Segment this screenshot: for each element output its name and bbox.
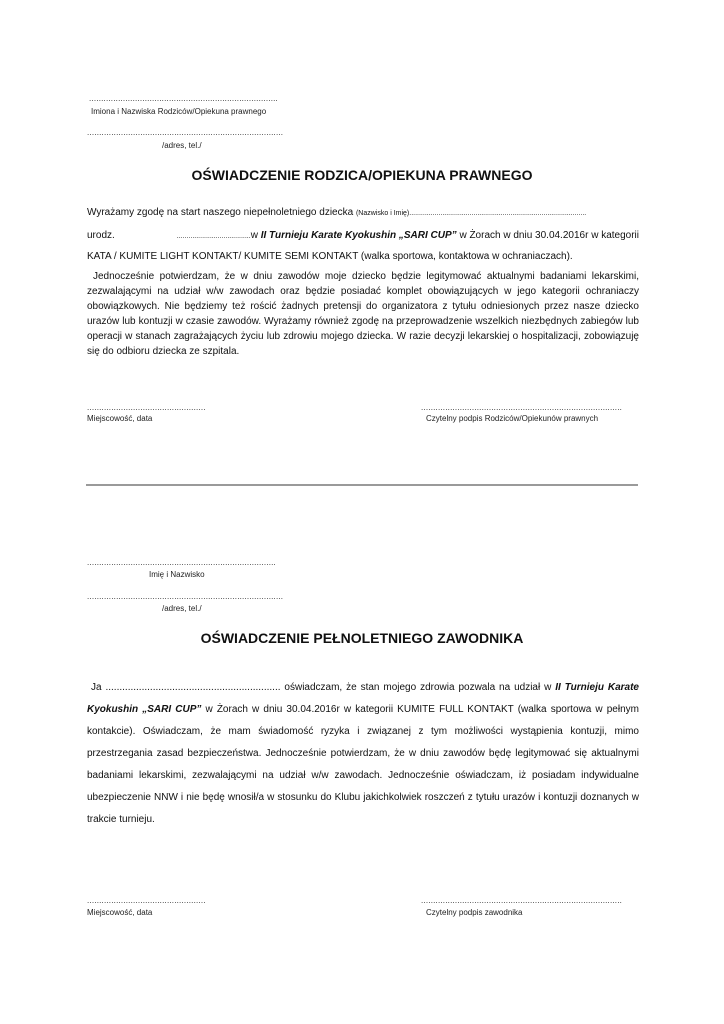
parent-signature-dots: ...................................................................................: [421, 403, 623, 412]
parent-signature-caption: Czytelny podpis Rodziców/Opiekunów prawnych: [426, 414, 599, 423]
consent-line: [87, 207, 586, 218]
athlete-para-rest: w Żorach w dniu 30.04.2016r w kategorii KUMITE FULL KONTAKT (walka sportowa w pełnym kontakcie). Oświadczam, że mam świadomość ryzyka i związanej z tym możliwości wystąpienia kontuzji, mimo przestrzegania zasad bezpieczeństwa. Jednocześnie potwierdzam, że w dniu zawodów będę legitymować się aktualnymi badaniami lekarskimi, zezwalającymi na udział w/w zawodach. Jednocześnie oświadczam, iż posiadam indywidualne ubezpieczenie NNW i nie będę wnosił/a w stosunku do Klubu jakichkolwiek roszczeń z tytułu urazów i kontuzji doznanych w trakcie turnieju.: [87, 704, 639, 825]
place-date-caption-1: Miejscowość, data: [87, 414, 153, 423]
place-date-dots-1: .................................................: [87, 403, 206, 412]
consent-dots: ...........................................................................................: [409, 210, 587, 217]
athlete-name-dots: ..............................................................................: [87, 558, 276, 567]
born-line: [87, 230, 639, 241]
section2-title: OŚWIADCZENIE PEŁNOLETNIEGO ZAWODNIKA: [200, 630, 524, 646]
athlete-name-caption: Imię i Nazwisko: [149, 570, 205, 579]
born-w: w: [250, 230, 258, 241]
consent-hint: (Nazwisko i Imię): [355, 210, 410, 217]
place-date-dots-2: .................................................: [87, 896, 206, 905]
athlete-paragraph: [87, 677, 639, 831]
parent-address-dots: .................................................................................: [87, 128, 284, 137]
consent-text: Wyrażamy zgodę na start naszego niepełnoletniego dziecka: [87, 207, 356, 218]
athlete-tournament: II Turnieju Karate Kyokushin „SARI CUP”: [87, 682, 639, 715]
born-rest: w Żorach w dniu 30.04.2016r w kategorii: [456, 230, 639, 241]
categories-line: KATA / KUMITE LIGHT KONTAKT/ KUMITE SEMI KONTAKT (walka sportowa, kontaktowa w ochraniaczach).: [87, 251, 573, 262]
section-divider: [86, 484, 638, 486]
athlete-signature-caption: Czytelny podpis zawodnika: [426, 908, 523, 917]
born-label: urodz.: [87, 230, 115, 241]
born-dots: ......................................: [176, 233, 251, 240]
athlete-signature-dots: ...................................................................................: [421, 896, 623, 905]
parent-name-caption: Imiona i Nazwiska Rodziców/Opiekuna prawnego: [91, 107, 267, 116]
parent-address-caption: /adres, tel./: [162, 141, 202, 150]
section1-title: OŚWIADCZENIE RODZICA/OPIEKUNA PRAWNEGO: [191, 167, 533, 183]
born-middle: [177, 230, 639, 241]
athlete-address-dots: .................................................................................: [87, 592, 284, 601]
parent-name-dots: ..............................................................................: [89, 94, 278, 103]
place-date-caption-2: Miejscowość, data: [87, 908, 153, 917]
athlete-address-caption: /adres, tel./: [162, 604, 202, 613]
parent-paragraph: Jednocześnie potwierdzam, że w dniu zawodów moje dziecko będzie legitymować aktualnymi badaniami lekarskimi, zezwalającymi na udział w/w zawodach oraz będzie posiadać komplet obowiązujących w jego kategorii ochraniaczy obowiązkowych. Nie będziemy też rościć żadnych pretensji do organizatora z tytułu odniesionych przez nasze dziecko urazów lub kontuzji w czasie zawodów. Wyrażamy również zgodę na przeprowadzenie wszelkich niezbędnych zabiegów lub operacji w stanach zagrażających życiu lub zdrowiu mojego dziecka. W razie decyzji lekarskiej o hospitalizacji, zobowiązuję się do odbioru dziecka ze szpitala.: [87, 271, 639, 357]
tournament-name: II Turnieju Karate Kyokushin „SARI CUP”: [260, 230, 457, 241]
athlete-para-start: Ja ............................................................... oświadczam, że stan mojego zdrowia pozwala na udział w: [91, 682, 556, 693]
